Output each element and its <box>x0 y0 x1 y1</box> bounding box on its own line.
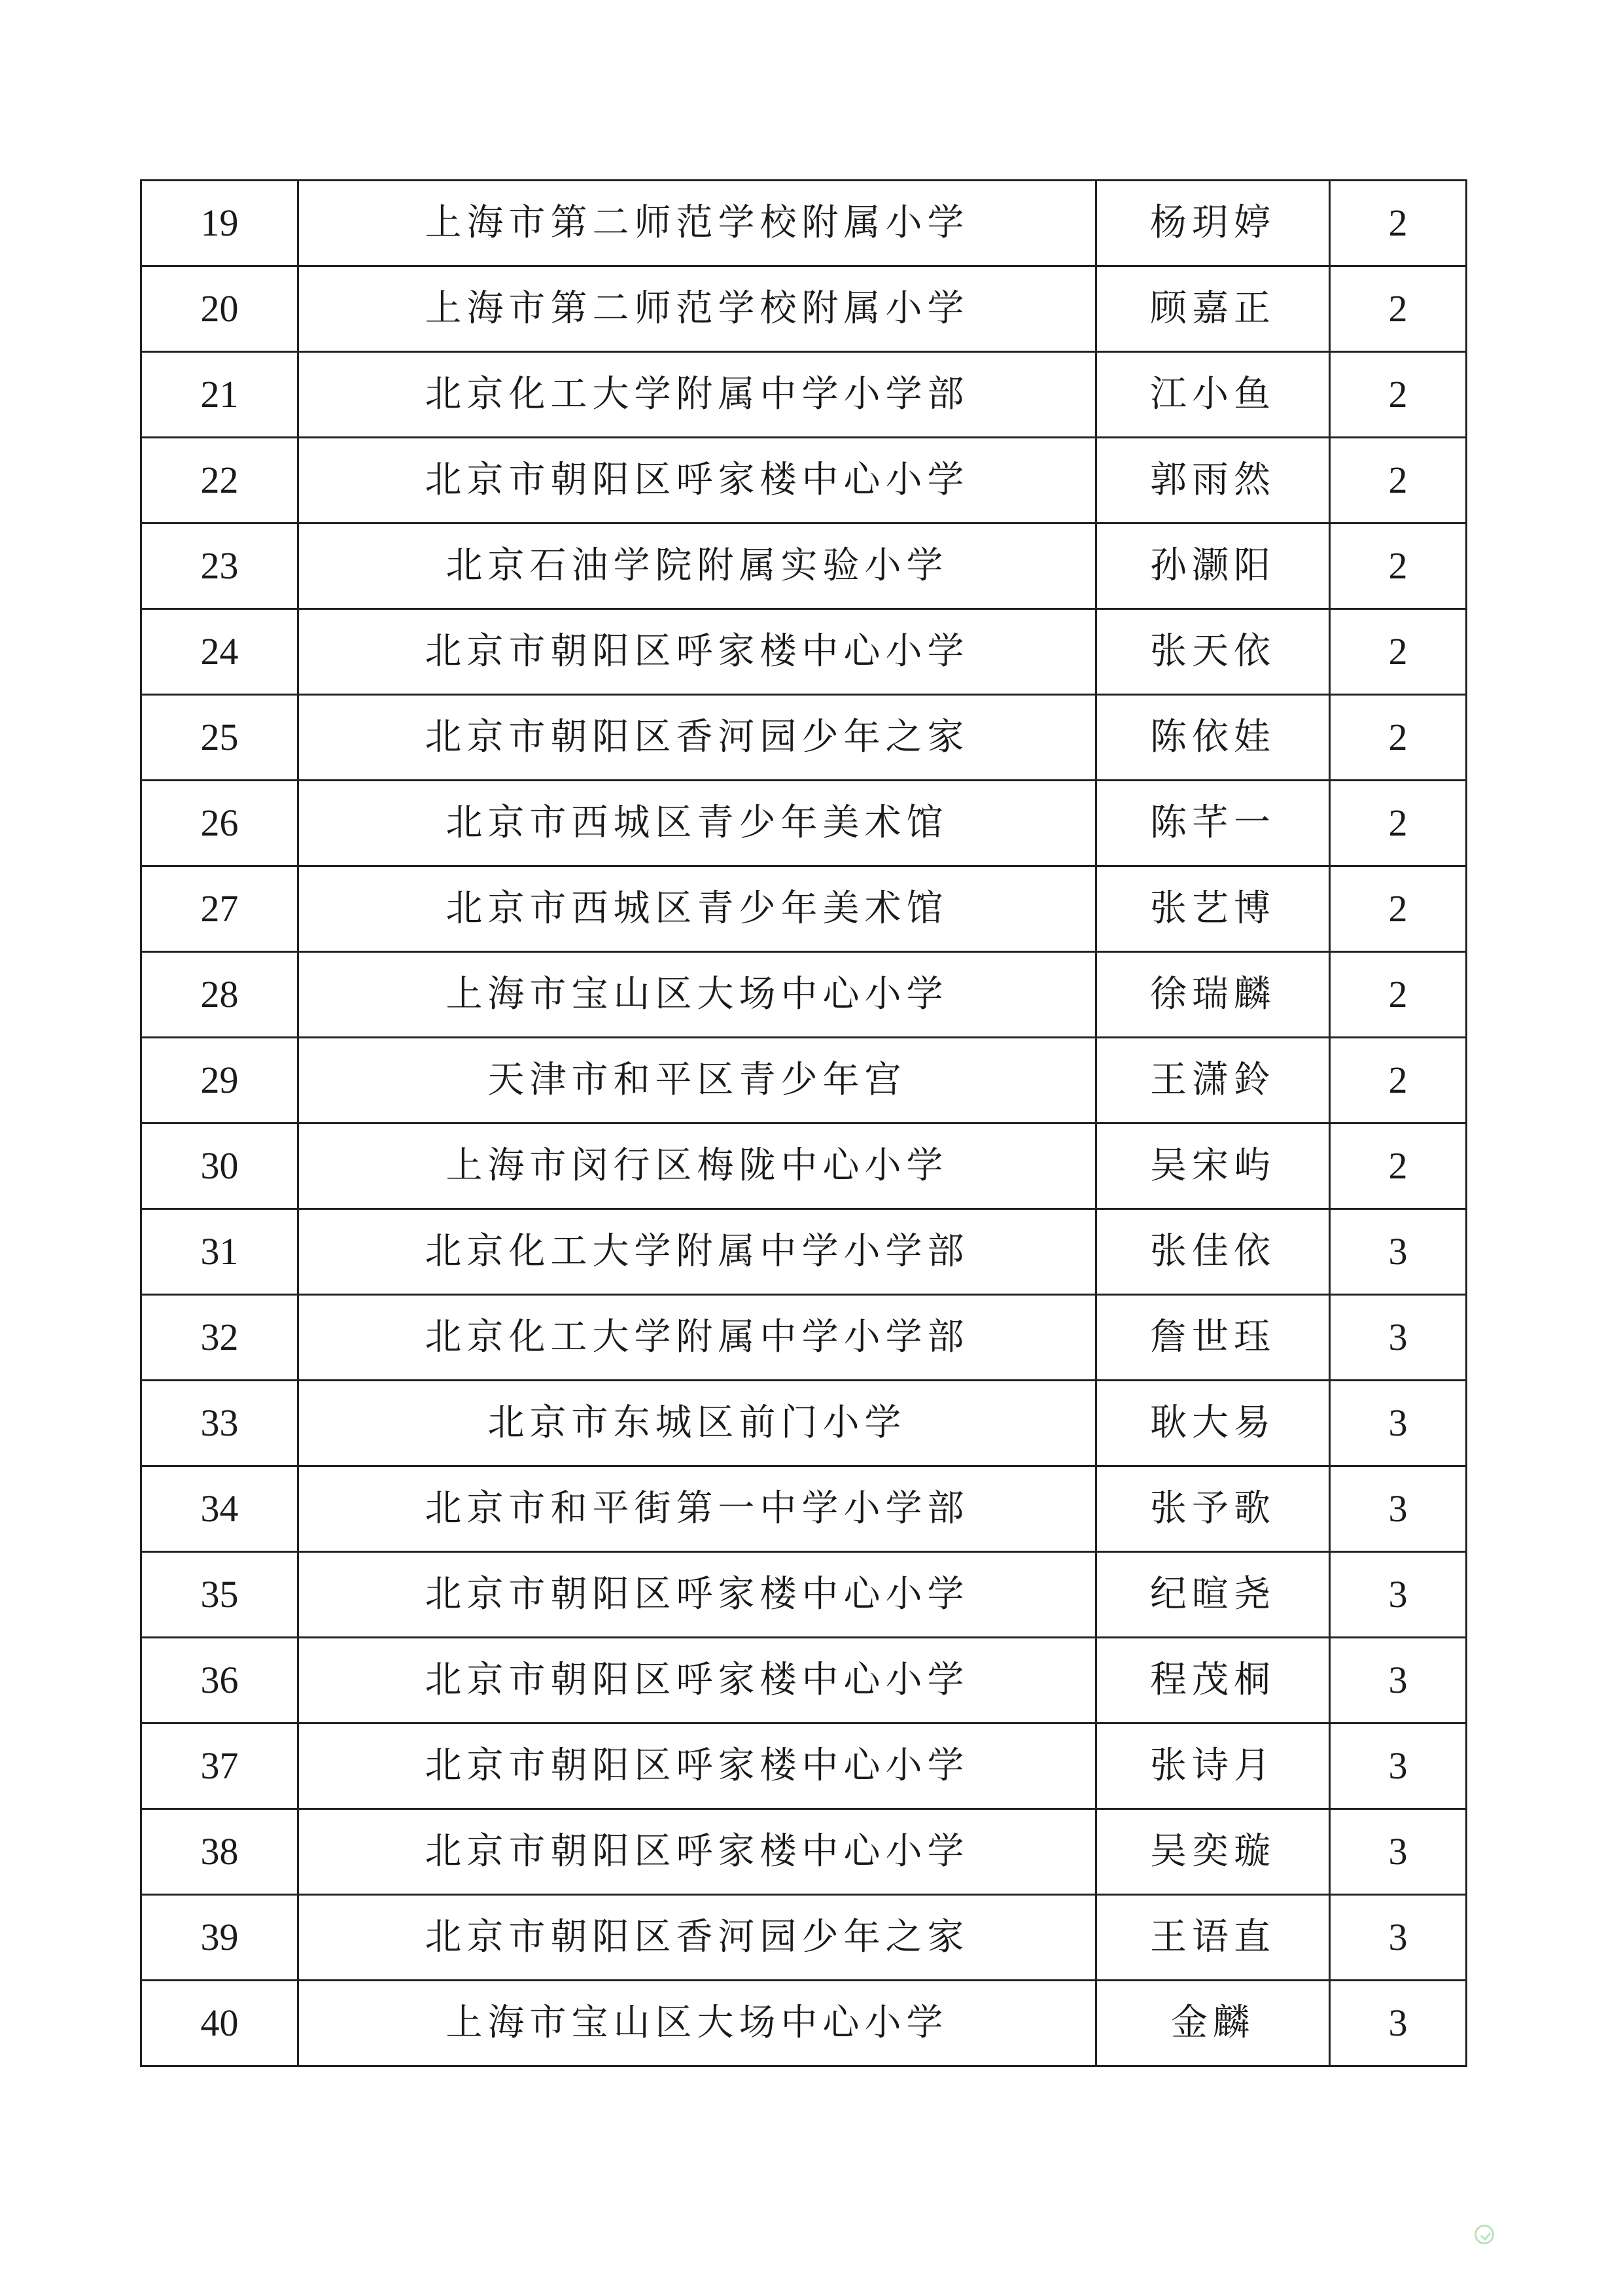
table-row <box>141 438 1467 523</box>
grade-cell: 2 <box>1330 352 1467 438</box>
table-row <box>141 952 1467 1038</box>
row-number-cell: 40 <box>141 1981 298 2066</box>
table-row <box>141 1809 1467 1895</box>
school-name-cell: 北京市朝阳区呼家楼中心小学 <box>298 609 1096 695</box>
student-name-cell: 吴奕璇 <box>1096 1809 1330 1895</box>
grade-cell: 3 <box>1330 1895 1467 1981</box>
grade-cell: 3 <box>1330 1809 1467 1895</box>
row-number-cell: 29 <box>141 1038 298 1123</box>
table-row <box>141 695 1467 781</box>
grade-cell: 2 <box>1330 181 1467 266</box>
table-row <box>141 1981 1467 2066</box>
table-row <box>141 1552 1467 1638</box>
row-number-cell: 32 <box>141 1295 298 1381</box>
grade-cell: 2 <box>1330 438 1467 523</box>
grade-cell: 2 <box>1330 952 1467 1038</box>
table-row <box>141 1038 1467 1123</box>
grade-cell: 3 <box>1330 1552 1467 1638</box>
row-number-cell: 21 <box>141 352 298 438</box>
grade-cell: 3 <box>1330 1723 1467 1809</box>
school-name-cell: 北京化工大学附属中学小学部 <box>298 1209 1096 1295</box>
student-name-cell: 陈芊一 <box>1096 781 1330 866</box>
student-name-cell: 张予歌 <box>1096 1466 1330 1552</box>
school-name-cell: 上海市第二师范学校附属小学 <box>298 181 1096 266</box>
grade-cell: 3 <box>1330 1981 1467 2066</box>
participant-table <box>140 179 1467 2067</box>
school-name-cell: 北京化工大学附属中学小学部 <box>298 352 1096 438</box>
school-name-cell: 北京市朝阳区呼家楼中心小学 <box>298 1552 1096 1638</box>
table-row <box>141 1381 1467 1466</box>
school-name-cell: 北京市西城区青少年美术馆 <box>298 781 1096 866</box>
grade-cell: 2 <box>1330 781 1467 866</box>
school-name-cell: 北京市朝阳区呼家楼中心小学 <box>298 1809 1096 1895</box>
grade-cell: 3 <box>1330 1381 1467 1466</box>
table-row <box>141 1295 1467 1381</box>
student-name-cell: 耿大易 <box>1096 1381 1330 1466</box>
school-name-cell: 北京石油学院附属实验小学 <box>298 523 1096 609</box>
grade-cell: 2 <box>1330 609 1467 695</box>
row-number-cell: 35 <box>141 1552 298 1638</box>
grade-cell: 3 <box>1330 1209 1467 1295</box>
student-name-cell: 纪暄尧 <box>1096 1552 1330 1638</box>
school-name-cell: 北京市东城区前门小学 <box>298 1381 1096 1466</box>
grade-cell: 2 <box>1330 523 1467 609</box>
row-number-cell: 39 <box>141 1895 298 1981</box>
table-row <box>141 1638 1467 1723</box>
row-number-cell: 19 <box>141 181 298 266</box>
school-name-cell: 上海市宝山区大场中心小学 <box>298 952 1096 1038</box>
row-number-cell: 20 <box>141 266 298 352</box>
row-number-cell: 36 <box>141 1638 298 1723</box>
row-number-cell: 24 <box>141 609 298 695</box>
row-number-cell: 22 <box>141 438 298 523</box>
row-number-cell: 34 <box>141 1466 298 1552</box>
student-name-cell: 张天依 <box>1096 609 1330 695</box>
row-number-cell: 23 <box>141 523 298 609</box>
student-name-cell: 詹世珏 <box>1096 1295 1330 1381</box>
student-name-cell: 陈依娃 <box>1096 695 1330 781</box>
grade-cell: 3 <box>1330 1638 1467 1723</box>
table-row <box>141 266 1467 352</box>
school-name-cell: 北京市朝阳区呼家楼中心小学 <box>298 438 1096 523</box>
table-row <box>141 866 1467 952</box>
school-name-cell: 北京市西城区青少年美术馆 <box>298 866 1096 952</box>
student-name-cell: 张诗月 <box>1096 1723 1330 1809</box>
table-row <box>141 1895 1467 1981</box>
table-row <box>141 1209 1467 1295</box>
student-name-cell: 徐瑞麟 <box>1096 952 1330 1038</box>
school-name-cell: 天津市和平区青少年宫 <box>298 1038 1096 1123</box>
row-number-cell: 26 <box>141 781 298 866</box>
check-circle-icon <box>1475 2225 1494 2244</box>
student-name-cell: 江小鱼 <box>1096 352 1330 438</box>
table-row <box>141 181 1467 266</box>
student-name-cell: 王语直 <box>1096 1895 1330 1981</box>
table-row <box>141 609 1467 695</box>
student-name-cell: 金麟 <box>1096 1981 1330 2066</box>
school-name-cell: 北京市朝阳区呼家楼中心小学 <box>298 1723 1096 1809</box>
row-number-cell: 37 <box>141 1723 298 1809</box>
row-number-cell: 38 <box>141 1809 298 1895</box>
student-name-cell: 程茂桐 <box>1096 1638 1330 1723</box>
grade-cell: 3 <box>1330 1466 1467 1552</box>
row-number-cell: 25 <box>141 695 298 781</box>
school-name-cell: 北京化工大学附属中学小学部 <box>298 1295 1096 1381</box>
row-number-cell: 33 <box>141 1381 298 1466</box>
school-name-cell: 北京市朝阳区呼家楼中心小学 <box>298 1638 1096 1723</box>
grade-cell: 2 <box>1330 1038 1467 1123</box>
school-name-cell: 北京市朝阳区香河园少年之家 <box>298 1895 1096 1981</box>
grade-cell: 3 <box>1330 1295 1467 1381</box>
student-name-cell: 孙灏阳 <box>1096 523 1330 609</box>
school-name-cell: 上海市第二师范学校附属小学 <box>298 266 1096 352</box>
grade-cell: 2 <box>1330 695 1467 781</box>
table-row <box>141 1123 1467 1209</box>
student-name-cell: 杨玥婷 <box>1096 181 1330 266</box>
school-name-cell: 北京市朝阳区香河园少年之家 <box>298 695 1096 781</box>
grade-cell: 2 <box>1330 1123 1467 1209</box>
school-name-cell: 北京市和平街第一中学小学部 <box>298 1466 1096 1552</box>
student-name-cell: 张艺博 <box>1096 866 1330 952</box>
grade-cell: 2 <box>1330 866 1467 952</box>
grade-cell: 2 <box>1330 266 1467 352</box>
table-row <box>141 352 1467 438</box>
participant-table-body <box>141 181 1467 2066</box>
row-number-cell: 31 <box>141 1209 298 1295</box>
school-name-cell: 上海市宝山区大场中心小学 <box>298 1981 1096 2066</box>
table-row <box>141 523 1467 609</box>
student-name-cell: 王潇鈴 <box>1096 1038 1330 1123</box>
student-name-cell: 吴宋屿 <box>1096 1123 1330 1209</box>
table-row <box>141 1466 1467 1552</box>
table-row <box>141 781 1467 866</box>
table-row <box>141 1723 1467 1809</box>
school-name-cell: 上海市闵行区梅陇中心小学 <box>298 1123 1096 1209</box>
student-name-cell: 郭雨然 <box>1096 438 1330 523</box>
row-number-cell: 28 <box>141 952 298 1038</box>
row-number-cell: 27 <box>141 866 298 952</box>
student-name-cell: 张佳依 <box>1096 1209 1330 1295</box>
student-name-cell: 顾嘉正 <box>1096 266 1330 352</box>
row-number-cell: 30 <box>141 1123 298 1209</box>
